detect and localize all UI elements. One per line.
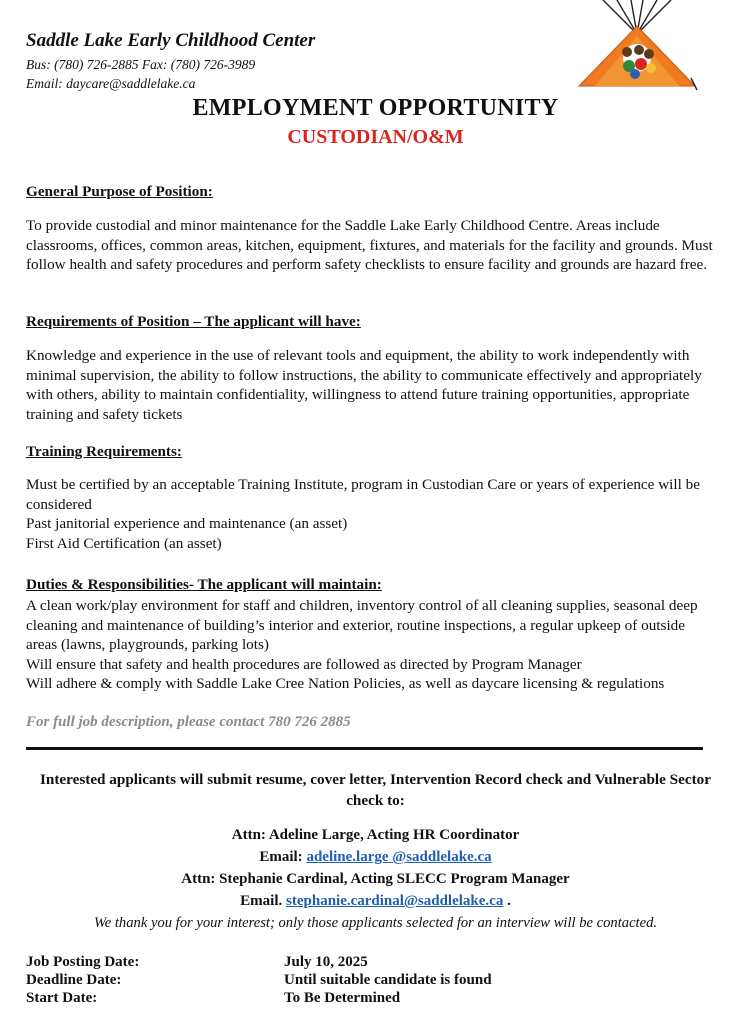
training-item: First Aid Certification (an asset) bbox=[26, 534, 222, 552]
date-label: Deadline Date: bbox=[26, 972, 122, 988]
date-value: To Be Determined bbox=[284, 990, 401, 1006]
email-line: Email: daycare@saddlelake.ca bbox=[26, 76, 196, 91]
duties-list bbox=[26, 596, 716, 694]
attn-program-manager: Attn: Stephanie Cardinal, Acting SLECC Program Manager bbox=[181, 871, 570, 887]
application-intro: Interested applicants will submit resume, cover letter, Intervention Record check and Vulnerable Sector check to: bbox=[39, 771, 711, 809]
duty-item: Will ensure that safety and health procedures are followed as directed by Program Manager bbox=[26, 655, 582, 673]
purpose-body: To provide custodial and minor maintenance for the Saddle Lake Early Childhood Centre. Areas include classrooms, offices, common areas, kitchen, equipment, fixtures, and materials for the facility and grounds. Must follow health and safety procedures and perform safety checklists to ensure facility and grounds are hazard free. bbox=[26, 217, 713, 274]
divider bbox=[26, 747, 703, 750]
requirements-body: Knowledge and experience in the use of relevant tools and equipment, the ability to work independently with minimal supervision, the ability to follow instructions, the ability to communicate effectively and appropriately with others, ability to maintain confidentiality, willingness to attend future training opportunities, appropriate training and safety tickets bbox=[26, 347, 702, 423]
headline: EMPLOYMENT OPPORTUNITY bbox=[192, 95, 559, 121]
hr-email-line: Email: adeline.large @saddlelake.ca bbox=[259, 849, 492, 865]
posting-date-row bbox=[26, 954, 726, 971]
organization-name: Saddle Lake Early Childhood Center bbox=[26, 30, 316, 51]
thank-you-note: We thank you for your interest; only those applicants selected for an interview will be contacted. bbox=[93, 915, 658, 931]
pm-email-line: Email. stephanie.cardinal@saddlelake.ca . bbox=[240, 893, 511, 909]
deadline-date-row bbox=[26, 972, 726, 989]
training-item: Must be certified by an acceptable Training Institute, program in Custodian Care or years of experience will be considered bbox=[26, 476, 700, 513]
training-item: Past janitorial experience and maintenance (an asset) bbox=[26, 515, 348, 533]
hr-email-link[interactable]: adeline.large @saddlelake.ca bbox=[306, 849, 492, 865]
training-list bbox=[26, 475, 716, 553]
date-value: Until suitable candidate is found bbox=[284, 972, 492, 988]
duty-item: Will adhere & comply with Saddle Lake Cree Nation Policies, as well as daycare licensing & regulations bbox=[26, 675, 665, 693]
training-heading: Training Requirements: bbox=[26, 443, 182, 460]
duty-item: A clean work/play environment for staff and children, inventory control of all cleaning supplies, seasonal deep cleaning and maintenance of building’s interior and exterior, routine inspections, a regular upkeep of outside areas (lawns, playgrounds, parking lots) bbox=[26, 597, 698, 654]
date-value: July 10, 2025 bbox=[284, 954, 368, 970]
position-title: CUSTODIAN/O&M bbox=[287, 126, 464, 148]
requirements-heading: Requirements of Position – The applicant will have: bbox=[26, 313, 361, 330]
duties-heading: Duties & Responsibilities- The applicant will maintain: bbox=[26, 576, 382, 593]
start-date-row bbox=[26, 990, 726, 1007]
purpose-heading: General Purpose of Position: bbox=[26, 183, 213, 200]
phone-fax-line: Bus: (780) 726-2885 Fax: (780) 726-3989 bbox=[26, 57, 256, 72]
tipi-family-logo-icon bbox=[573, 0, 701, 92]
pm-email-link[interactable]: stephanie.cardinal@saddlelake.ca bbox=[286, 893, 504, 909]
full-description-note: For full job description, please contact 780 726 2885 bbox=[26, 714, 351, 730]
date-label: Start Date: bbox=[26, 990, 98, 1006]
attn-hr: Attn: Adeline Large, Acting HR Coordinator bbox=[231, 827, 520, 843]
date-label: Job Posting Date: bbox=[26, 954, 140, 970]
